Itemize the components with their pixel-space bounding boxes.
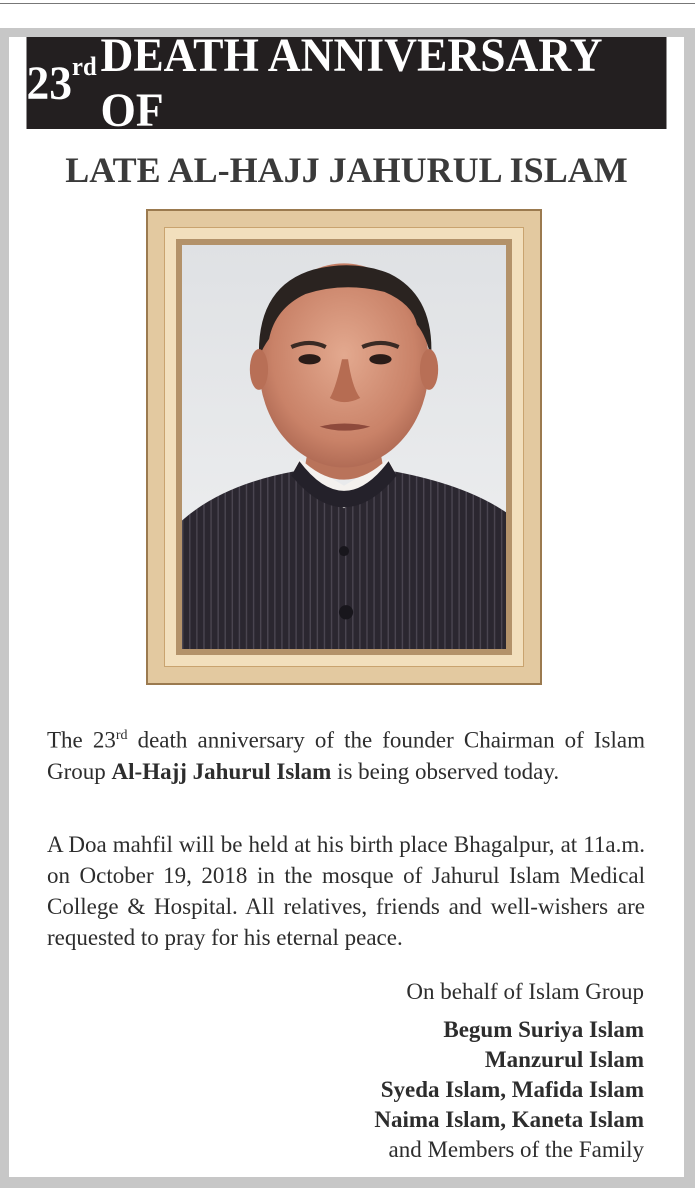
p1-number: 23	[92, 727, 116, 753]
p1-name: Al-Hajj Jahurul Islam	[111, 758, 332, 784]
behalf-line: On behalf of Islam Group	[406, 979, 644, 1004]
signatory-name: Syeda Islam, Mafida Islam	[380, 1077, 644, 1102]
signatory-name: Begum Suriya Islam	[443, 1017, 644, 1042]
signatory-name: Manzurul Islam	[484, 1047, 644, 1072]
family-line: and Members of the Family	[388, 1137, 644, 1162]
signoff-block	[374, 977, 644, 1165]
portrait-frame	[146, 209, 542, 685]
p1-text: death anniversary of the founder Chairman of Islam Group	[47, 727, 645, 784]
signatory-name: Naima Islam, Kaneta Islam	[374, 1107, 644, 1132]
p1-intro: The	[47, 727, 93, 753]
advertisement-frame	[0, 28, 695, 1188]
banner-ordinal	[26, 51, 101, 111]
title-banner	[26, 29, 667, 137]
page-title: LATE AL-HAJJ JAHURUL ISLAM	[65, 150, 628, 190]
banner-title: DEATH ANNIVERSARY OF	[100, 29, 601, 137]
doa-mahfil-paragraph: A Doa mahfil will be held at his birth place Bhagalpur, at 11a.m. on October 19, 2018 in the mosque of Jahurul Islam Medical College & Hospital. All relatives, friends and well-wishers are requested to pray for his eternal peace.	[47, 832, 645, 950]
banner-suffix: rd	[72, 51, 97, 81]
advertisement-body	[9, 29, 684, 1177]
announcement-paragraph	[47, 720, 645, 787]
top-divider	[0, 3, 695, 4]
p1-suffix: rd	[115, 728, 128, 743]
portrait-illustration	[182, 245, 506, 649]
p1-end: is being observed today.	[331, 758, 560, 784]
portrait-photo	[182, 245, 506, 649]
banner-number: 23	[26, 56, 73, 110]
